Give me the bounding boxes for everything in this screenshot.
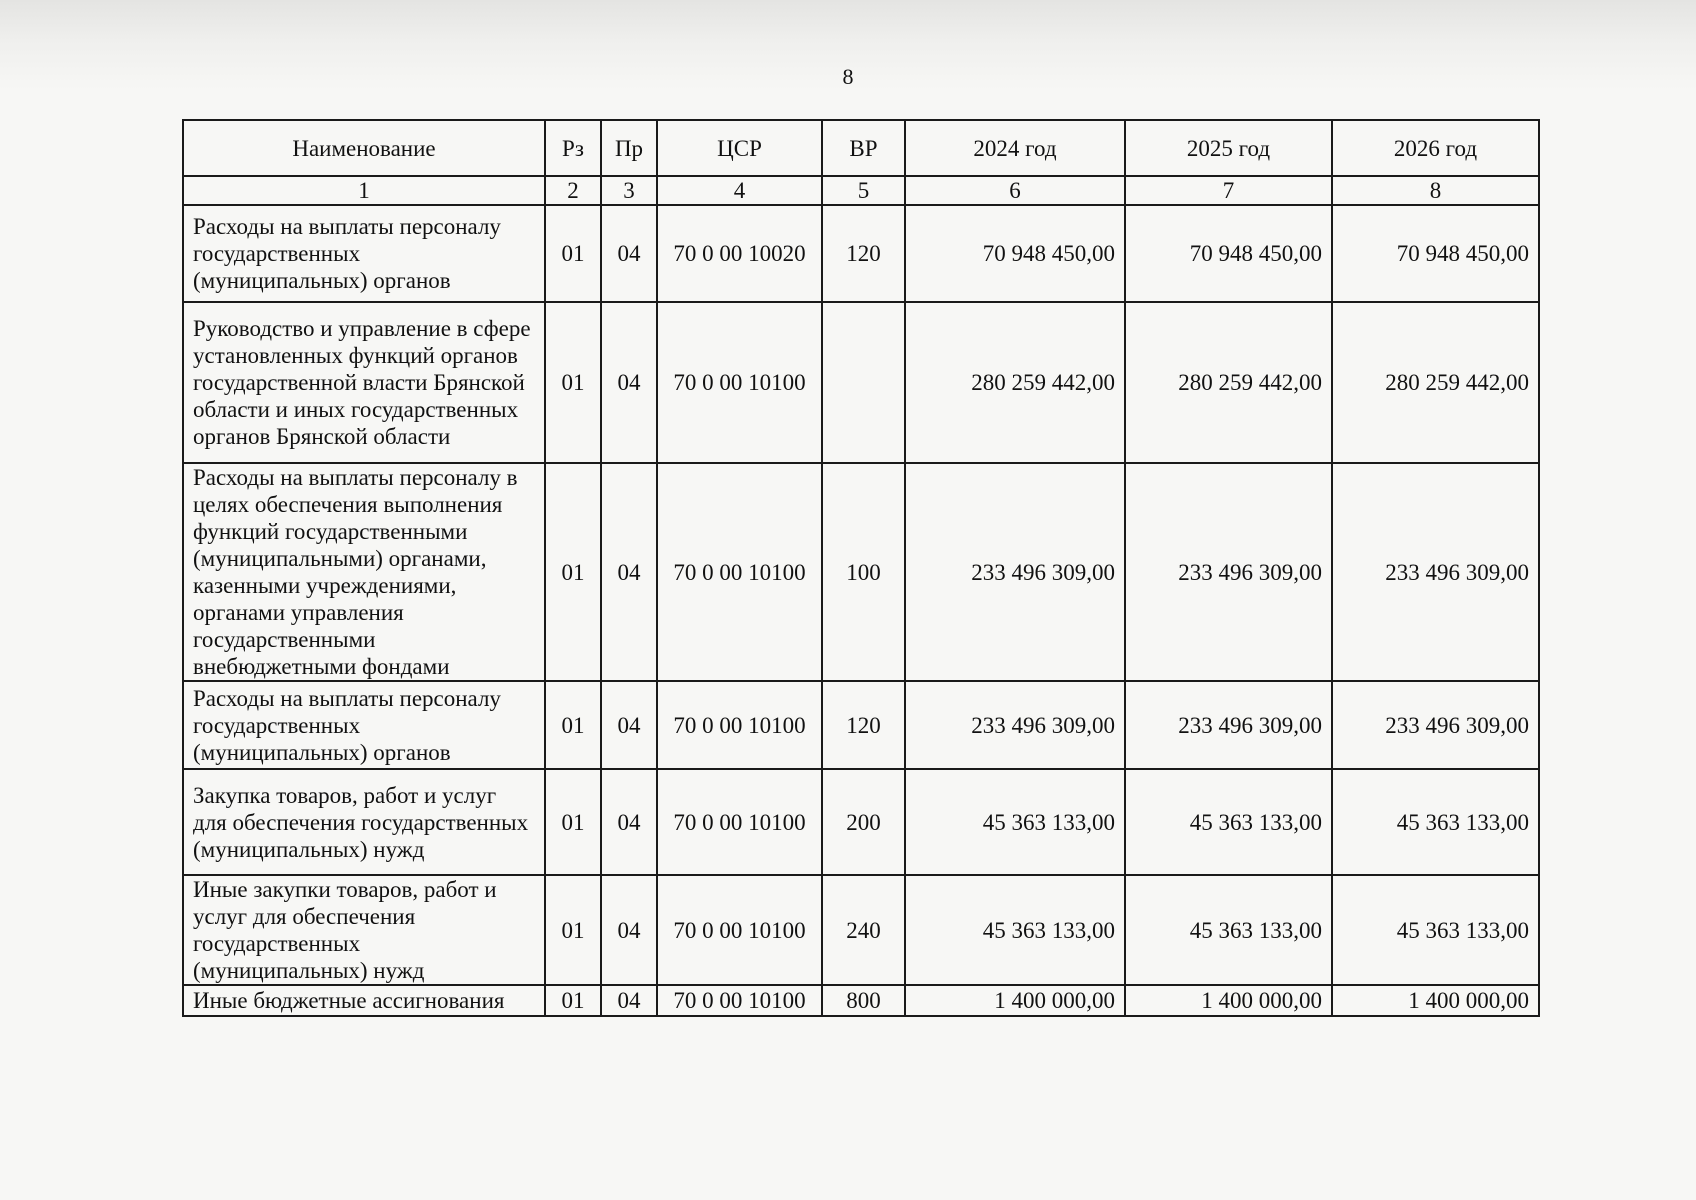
- column-number: 3: [601, 176, 657, 205]
- row-vr: 100: [822, 463, 905, 681]
- row-vr: 800: [822, 985, 905, 1016]
- header-2026: 2026 год: [1332, 120, 1539, 176]
- row-2025: 280 259 442,00: [1125, 302, 1332, 463]
- row-2025: 233 496 309,00: [1125, 681, 1332, 769]
- row-csr: 70 0 00 10100: [657, 875, 822, 985]
- row-rz: 01: [545, 985, 601, 1016]
- row-2026: 1 400 000,00: [1332, 985, 1539, 1016]
- row-pr: 04: [601, 463, 657, 681]
- row-2024: 233 496 309,00: [905, 681, 1125, 769]
- row-rz: 01: [545, 205, 601, 302]
- column-number: 2: [545, 176, 601, 205]
- row-vr: 240: [822, 875, 905, 985]
- budget-table: [182, 119, 1540, 1017]
- header-name: Наименование: [183, 120, 545, 176]
- row-pr: 04: [601, 681, 657, 769]
- row-rz: 01: [545, 463, 601, 681]
- row-name: Закупка товаров, работ и услуг для обеспечения государственных (муниципальных) нужд: [183, 769, 545, 875]
- row-rz: 01: [545, 681, 601, 769]
- row-pr: 04: [601, 985, 657, 1016]
- table-row: [183, 769, 1539, 875]
- row-name: Расходы на выплаты персоналу в целях обеспечения выполнения функций государственными (муниципальными) органами, казенными учреждениями, органами управления государственными внебюджетными фондами: [183, 463, 545, 681]
- row-pr: 04: [601, 302, 657, 463]
- row-2026: 45 363 133,00: [1332, 875, 1539, 985]
- header-rz: Рз: [545, 120, 601, 176]
- row-name: Иные закупки товаров, работ и услуг для обеспечения государственных (муниципальных) нужд: [183, 875, 545, 985]
- column-number: 8: [1332, 176, 1539, 205]
- column-number: 6: [905, 176, 1125, 205]
- row-csr: 70 0 00 10100: [657, 769, 822, 875]
- row-name: Руководство и управление в сфере установленных функций органов государственной власти Брянской области и иных государственных органов Брянской области: [183, 302, 545, 463]
- row-2025: 70 948 450,00: [1125, 205, 1332, 302]
- row-pr: 04: [601, 205, 657, 302]
- row-pr: 04: [601, 769, 657, 875]
- row-name: Иные бюджетные ассигнования: [183, 985, 545, 1016]
- column-number: 4: [657, 176, 822, 205]
- header-pr: Пр: [601, 120, 657, 176]
- row-rz: 01: [545, 875, 601, 985]
- row-2026: 233 496 309,00: [1332, 681, 1539, 769]
- row-2026: 280 259 442,00: [1332, 302, 1539, 463]
- header-csr: ЦСР: [657, 120, 822, 176]
- header-2025: 2025 год: [1125, 120, 1332, 176]
- column-number: 5: [822, 176, 905, 205]
- row-name: Расходы на выплаты персоналу государственных (муниципальных) органов: [183, 681, 545, 769]
- row-rz: 01: [545, 769, 601, 875]
- row-csr: 70 0 00 10020: [657, 205, 822, 302]
- row-vr: [822, 302, 905, 463]
- table-row: [183, 302, 1539, 463]
- header-2024: 2024 год: [905, 120, 1125, 176]
- row-2024: 45 363 133,00: [905, 769, 1125, 875]
- row-vr: 200: [822, 769, 905, 875]
- table-row: [183, 985, 1539, 1016]
- row-2026: 70 948 450,00: [1332, 205, 1539, 302]
- row-name: Расходы на выплаты персоналу государственных (муниципальных) органов: [183, 205, 545, 302]
- header-vr: ВР: [822, 120, 905, 176]
- row-rz: 01: [545, 302, 601, 463]
- header-row: [183, 120, 1539, 176]
- table-row: [183, 463, 1539, 681]
- row-2026: 233 496 309,00: [1332, 463, 1539, 681]
- row-csr: 70 0 00 10100: [657, 463, 822, 681]
- table-row: [183, 875, 1539, 985]
- table-row: [183, 681, 1539, 769]
- page-number: 8: [842, 64, 854, 89]
- row-csr: 70 0 00 10100: [657, 302, 822, 463]
- row-2025: 233 496 309,00: [1125, 463, 1332, 681]
- row-vr: 120: [822, 681, 905, 769]
- column-number: 1: [183, 176, 545, 205]
- column-number: 7: [1125, 176, 1332, 205]
- table-row: [183, 205, 1539, 302]
- column-number-row: [183, 176, 1539, 205]
- row-2024: 280 259 442,00: [905, 302, 1125, 463]
- row-2024: 45 363 133,00: [905, 875, 1125, 985]
- row-vr: 120: [822, 205, 905, 302]
- row-2024: 70 948 450,00: [905, 205, 1125, 302]
- row-csr: 70 0 00 10100: [657, 985, 822, 1016]
- row-2025: 45 363 133,00: [1125, 875, 1332, 985]
- row-2026: 45 363 133,00: [1332, 769, 1539, 875]
- row-pr: 04: [601, 875, 657, 985]
- row-2025: 45 363 133,00: [1125, 769, 1332, 875]
- row-2024: 1 400 000,00: [905, 985, 1125, 1016]
- row-2024: 233 496 309,00: [905, 463, 1125, 681]
- row-csr: 70 0 00 10100: [657, 681, 822, 769]
- row-2025: 1 400 000,00: [1125, 985, 1332, 1016]
